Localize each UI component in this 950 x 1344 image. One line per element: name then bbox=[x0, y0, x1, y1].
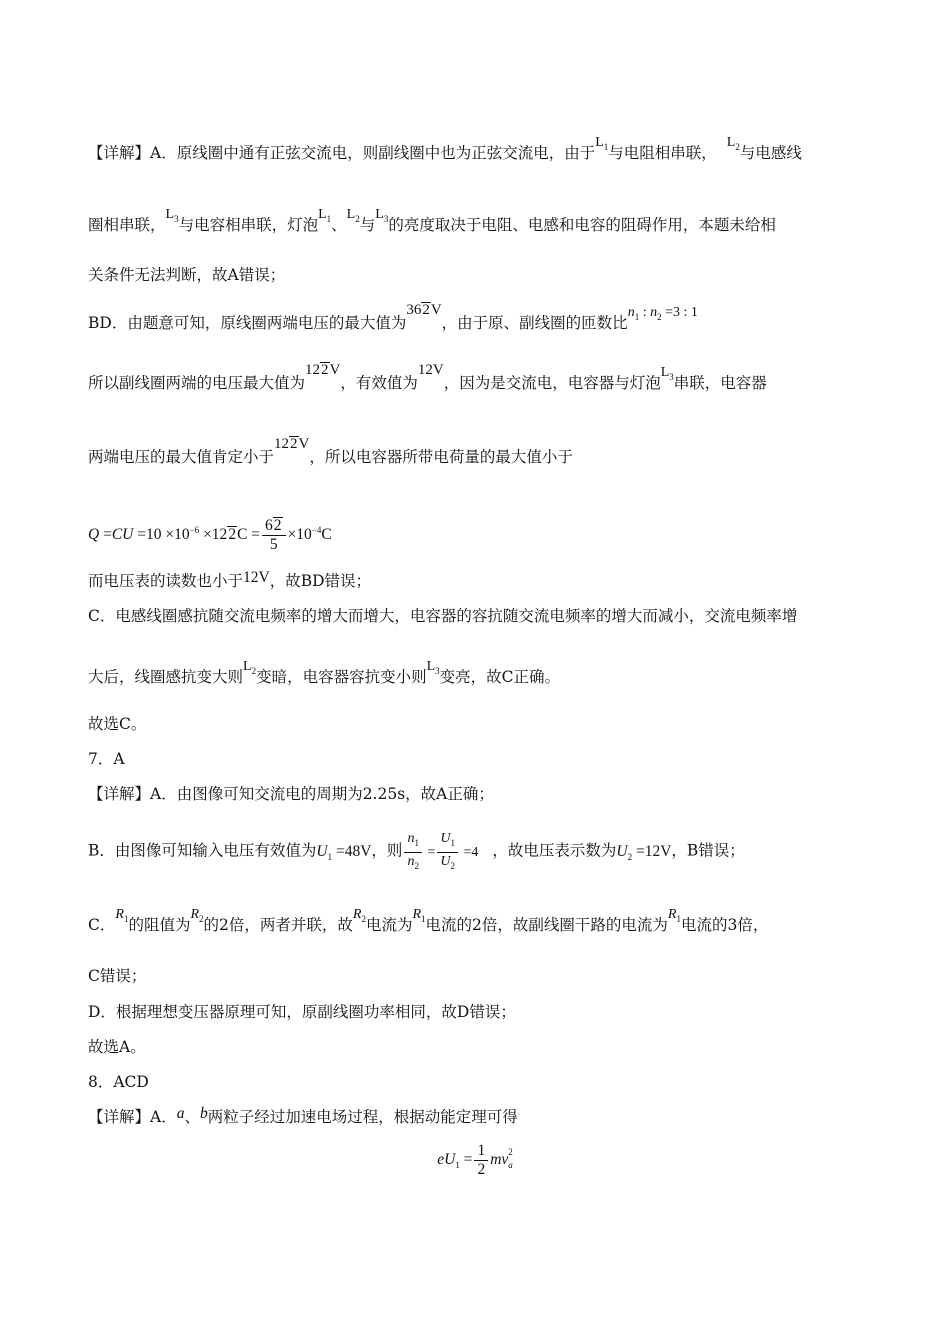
p2-line-2 bbox=[88, 362, 767, 400]
voltage-36sqrt2: 362V bbox=[406, 302, 442, 318]
text: 与电容相串联，灯泡 bbox=[178, 216, 319, 234]
p1-line-3 bbox=[88, 264, 285, 286]
text: 两粒子经过加速电场过程，根据动能定理可得 bbox=[207, 1108, 518, 1126]
text: ，故BD错误； bbox=[269, 572, 372, 590]
text: 关条件无法判断，故A错误； bbox=[88, 266, 286, 284]
symbol-L1: $L_1$ bbox=[595, 135, 609, 152]
p2-line-3 bbox=[88, 436, 573, 469]
text: ，所以电容器所带电荷量的最大值小于 bbox=[309, 448, 573, 466]
p3-line-3 bbox=[88, 713, 146, 735]
text: 圈相串联， bbox=[88, 216, 166, 234]
kinetic-energy-equation: $eU_1$ = $\frac{1}{2}$ mv 2 $_a$ bbox=[437, 1141, 513, 1178]
symbol-L3: $L_3$ bbox=[375, 207, 389, 224]
symbol-L2: $L_2$ bbox=[243, 659, 257, 676]
text: 的阻值为 bbox=[128, 916, 191, 934]
text: BD．由题意可知，原线圈两端电压的最大值为 bbox=[88, 314, 407, 332]
p2-line-1 bbox=[88, 302, 698, 340]
U1-value: $U_1 =48V$ bbox=[316, 842, 372, 862]
text: 、 bbox=[331, 216, 347, 234]
text: 变亮，故C正确。 bbox=[439, 668, 561, 686]
text: C．电感线圈感抗随交流电频率的增大而增大，电容器的容抗随交流电频率的增大而减小，交流电频率增 bbox=[88, 607, 798, 625]
p1-line-1 bbox=[88, 135, 802, 170]
symbol-R1: $R_1$ bbox=[667, 907, 681, 924]
symbol-b: b bbox=[199, 1105, 208, 1122]
voltage-12sqrt2: 122V bbox=[274, 436, 310, 452]
q7-line-3 bbox=[88, 907, 769, 942]
q7-line-5: D．根据理想变压器原理可知，原副线圈功率相同，故D错误； bbox=[88, 1003, 516, 1021]
text: 串联，电容器 bbox=[673, 374, 767, 392]
text: ，故电压表示数为 bbox=[492, 841, 617, 860]
text: 两端电压的最大值肯定小于 bbox=[88, 448, 275, 466]
symbol-R2: $R_2$ bbox=[352, 907, 366, 924]
q7-line-6: 故选A。 bbox=[88, 1038, 146, 1056]
text: ，因为是交流电，电容器与灯泡 bbox=[443, 374, 661, 392]
q7-line-1: 【详解】A．由图像可知交流电的周期为2.25s，故A正确； bbox=[88, 785, 494, 803]
p2-line-5 bbox=[88, 570, 371, 593]
q7-heading: 7．A bbox=[88, 750, 125, 768]
text: 变暗，电容器容抗变小则 bbox=[256, 668, 427, 686]
symbol-L3: $L_3$ bbox=[165, 207, 179, 224]
text: ，B错误； bbox=[671, 841, 745, 860]
text: 所以副线圈两端的电压最大值为 bbox=[88, 374, 306, 392]
q8-line-1 bbox=[88, 1106, 518, 1129]
symbol-R1: $R_1$ bbox=[115, 907, 129, 924]
text: 的2倍，两者并联，故 bbox=[203, 916, 353, 934]
text: 、 bbox=[184, 1108, 200, 1126]
text: 的亮度取决于电阻、电感和电容的阻碍作用，本题未给相 bbox=[388, 216, 776, 234]
text: 与 bbox=[359, 216, 376, 234]
p1-line-2 bbox=[88, 207, 776, 242]
voltage-12sqrt2: 122V bbox=[305, 362, 341, 378]
p3-line-1 bbox=[88, 605, 797, 627]
voltage-12: 12V bbox=[243, 569, 270, 586]
symbol-R1: $R_1$ bbox=[412, 907, 426, 924]
symbol-R2: $R_2$ bbox=[190, 907, 204, 924]
charge-equation: $Q =CU =10 \times 10^{-6} \times 122C$ = $\frac{62}{5}$ $\times 10^{-4}C$ bbox=[88, 517, 332, 554]
text: ，则 bbox=[371, 841, 403, 860]
text: C． bbox=[88, 916, 116, 934]
text: ，有效值为 bbox=[340, 374, 418, 392]
symbol-L2: $L_2$ bbox=[346, 207, 360, 224]
fraction: $\frac{62}{5}$ bbox=[262, 517, 286, 554]
symbol-L3: $L_3$ bbox=[426, 659, 440, 676]
symbol-a: a bbox=[176, 1105, 185, 1122]
p3-line-2 bbox=[88, 659, 561, 694]
text: 电流为 bbox=[365, 916, 413, 934]
U2-value: $U_2 =12V$ bbox=[616, 842, 672, 862]
q7-line-4: C错误； bbox=[88, 967, 147, 985]
text: 与电感线 bbox=[739, 144, 802, 162]
symbol-L2: $L_2$ bbox=[726, 135, 740, 152]
text: 【详解】A． bbox=[88, 1108, 177, 1126]
text: B．由图像可知输入电压有效值为 bbox=[88, 841, 317, 860]
voltage-12: 12V bbox=[417, 362, 444, 378]
text: 电流的2倍，故副线圈干路的电流为 bbox=[425, 916, 668, 934]
turns-ratio: $n_1$ : $n_2 =3$ : 1 bbox=[627, 305, 698, 322]
text: 故选C。 bbox=[88, 715, 147, 733]
symbol-L1: $L_1$ bbox=[318, 207, 332, 224]
text: 大后，线圈感抗变大则 bbox=[88, 668, 244, 686]
text: 而电压表的读数也小于 bbox=[88, 572, 244, 590]
text: 电流的3倍， bbox=[680, 916, 769, 934]
text: 与电阻相串联， bbox=[608, 144, 717, 162]
symbol-L3: $L_3$ bbox=[660, 365, 674, 382]
text: 【详解】A．原线圈中通有正弦交流电，则副线圈中也为正弦交流电，由于 bbox=[88, 144, 596, 162]
q8-heading: 8．ACD bbox=[88, 1073, 149, 1091]
ratio-equation: $\frac{n_1}{n_2}$ = $\frac{U_1}{U_2}$ =4 bbox=[402, 845, 478, 860]
text: ，由于原、副线圈的匝数比 bbox=[441, 314, 628, 332]
q7-line-2 bbox=[88, 830, 745, 877]
